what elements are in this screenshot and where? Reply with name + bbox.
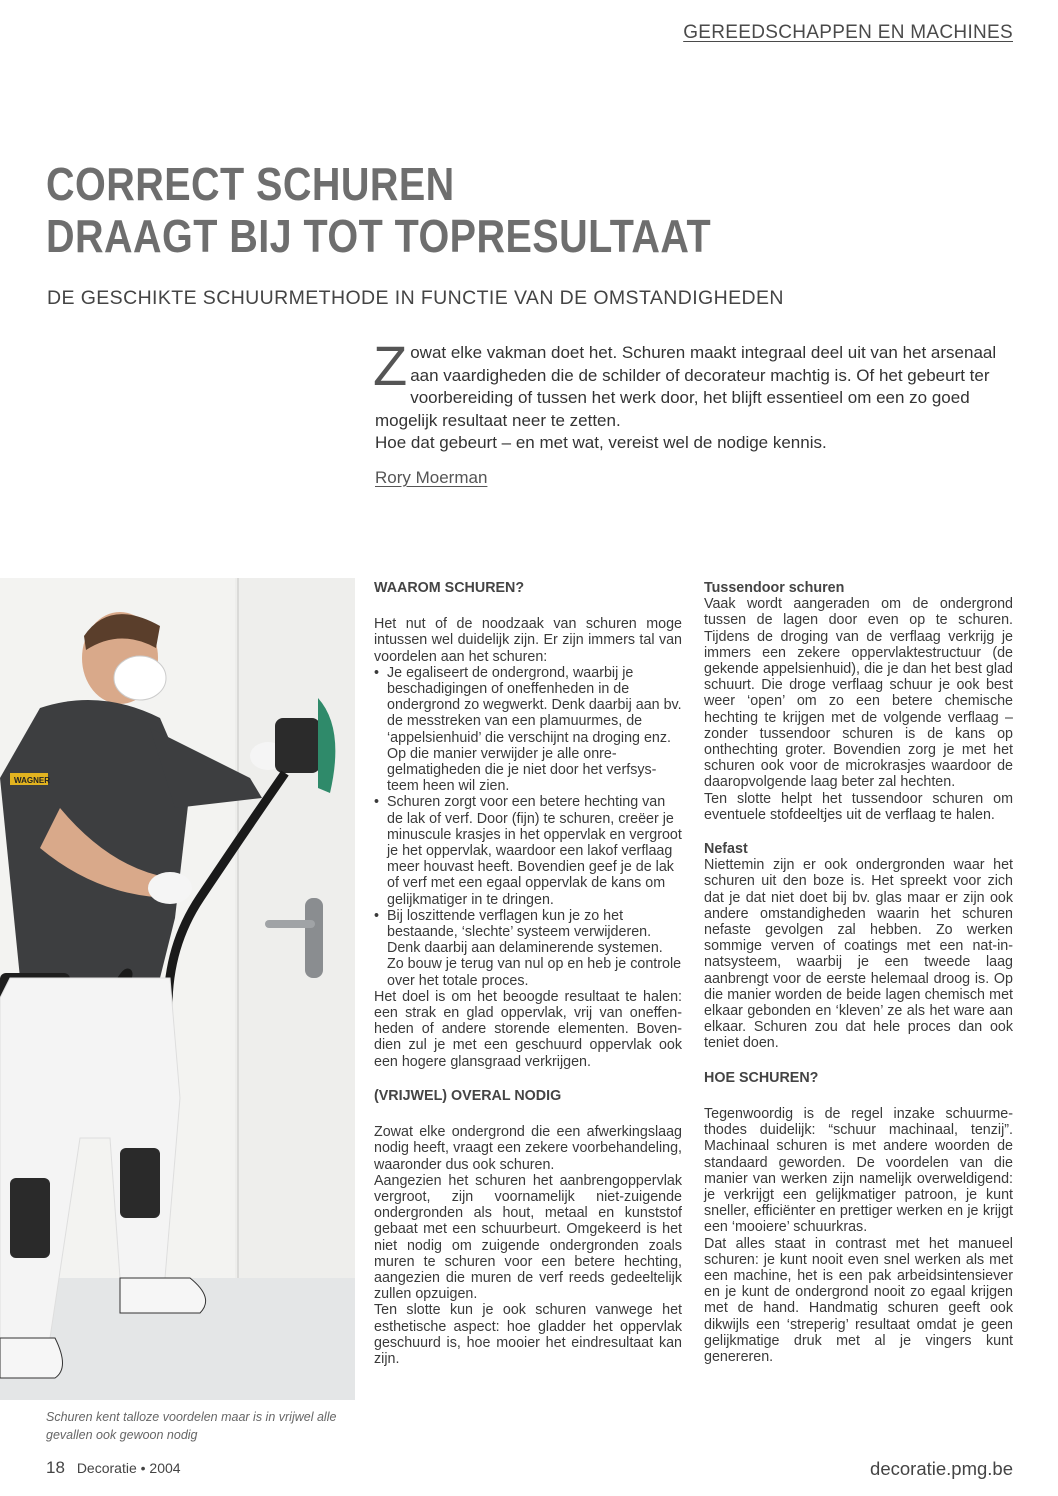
- list-item: • Je egaliseert de ondergrond, waarbij je beschadigingen of oneffenheden in de ondergrond zo wegwerkt. Denk daarbij aan bv. de messtreken van een plamuurmes, de ‘appelsienhuid’ die verschijnt na droging enz. Op die manier verwijder je alle onregelmatigheden die je niet door het verfsysteem heen wil zien.: [374, 665, 682, 795]
- publication-name: Decoratie • 2004: [76, 1460, 181, 1476]
- paragraph-doel: Het doel is om het beoogde resultaat te halen: een strak en glad oppervlak, vrij van oneffenheden of andere storende elementen. Bovendien zul je met een geschuurd oppervlak ook een hogere glansgraad verkrijgen.: [374, 988, 682, 1070]
- paragraph-hoe-2: Dat alles staat in contrast met het manueel schuren: je kunt nooit even snel werken als met een machine, het is een pak arbeidsintensiever en je kunt de ondergrond nooit zo egaal krijgen met de hand. Handmatig schuren geeft ook dikwijls een ‘streperig’ resultaat omdat je geen gelijkmatige druk met al je vingers kunt genereren.: [704, 1235, 1013, 1365]
- intro-text: owat elke vakman doet het. Schuren maakt integraal deel uit van het arsenaal aan vaardigheden die de schilder of decorateur machtig is. Of het gebeurt ter voorbereiding of tussen het werk door, het blijft essentieel om een zo goed mogelijk resultaat neer te zetten.: [375, 343, 997, 430]
- website-link[interactable]: decoratie.pmg.be: [870, 1458, 1013, 1479]
- advantages-list: [374, 665, 682, 989]
- article-column-2: [704, 580, 1013, 1365]
- intro-text-2: Hoe dat gebeurt – en met wat, vereist wel de nodige kennis.: [375, 433, 827, 452]
- paragraph-overal-1: Zowat elke ondergrond die een afwerkingslaag nodig heeft, vraagt een zekere voorbehandeling, waaronder dus ook schuren.: [374, 1124, 682, 1173]
- photo-caption: Schuren kent talloze voordelen maar is in vrijwel alle gevallen ook gewoon nodig: [46, 1410, 337, 1442]
- page-footer-left: [46, 1458, 181, 1478]
- article-photo: [0, 578, 355, 1400]
- intro-paragraph: [373, 334, 1015, 455]
- paragraph-tussendoor-2: Ten slotte helpt het tussendoor schuren om eventuele stofdeeltjes uit de verflaag te halen.: [704, 790, 1013, 823]
- paragraph-overal-3: Ten slotte kun je ook schuren vanwege het esthetische aspect: hoe gladder het oppervlak geschuurd is, hoe mooier het eindresultaat kan zijn.: [374, 1302, 682, 1367]
- article-column-1: [374, 580, 682, 1367]
- article-title: [46, 158, 711, 262]
- section-tag: GEREEDSCHAPPEN EN MACHINES: [683, 22, 1013, 43]
- heading-waarom-schuren: WAAROM SCHUREN?: [374, 580, 525, 596]
- heading-nefast: Nefast: [704, 841, 748, 858]
- heading-hoe-schuren: HOE SCHUREN?: [704, 1069, 819, 1086]
- intro-dropcap: Z: [373, 334, 408, 397]
- article-subtitle: DE GESCHIKTE SCHUURMETHODE IN FUNCTIE VAN DE OMSTANDIGHEDEN: [47, 287, 784, 309]
- paragraph-waarom: Het nut of de noodzaak van schuren moge intussen wel duidelijk zijn. Er zijn immers tal van voordelen aan het schuren:: [374, 616, 682, 665]
- heading-overal-nodig: (VRIJWEL) OVERAL NODIG: [374, 1087, 562, 1104]
- paragraph-overal-2: Aangezien het schuren het aanbrengoppervlak vergroot, zijn voornamelijk niet-zuigende ondergronden als hout, metaal en kunststof gebaat met een schuurbeurt. Omgekeerd is het niet nodig om zuigende ondergronden zoals muren te schuren voor een betere hechting, aangezien die muren de verf reeds gedeeltelijk zullen opzuigen.: [374, 1172, 682, 1303]
- shirt-logo: WAGNER: [14, 776, 50, 785]
- article-title-line1: CORRECT SCHUREN: [46, 158, 455, 210]
- paragraph-hoe-1: Tegenwoordig is de regel inzake schuurmethodes duidelijk: “schuur machinaal, tenzij”. Machinaal schuren is met andere woorden de standaard geworden. De voordelen van die manier van werken zijn namelijk overweldigend: je verkrijgt een gelijkmatiger patroon, je kunt sneller, efficiënter en prettiger werken en je krijgt een ‘mooiere’ schuurkras.: [704, 1105, 1013, 1236]
- worker-sanding-illustration: [0, 578, 355, 1400]
- list-item: • Bij loszittende verflagen kun je zo het bestaande, ‘slechte’ systeem verwijderen. Denk daarbij aan delaminerende systemen. Zo bouw je terug van nul op en heb je controle over het totale proces.: [374, 908, 682, 989]
- list-item: • Schuren zorgt voor een betere hechting van de lak of verf. Door (fijn) te schuren, creëer je minuscule krasjes in het oppervlak en vergroot je het oppervlak, waardoor een lakof verflaag meer houvast heeft. Bovendien geef je de lak of verf met een egaal oppervlak de kans om gelijkmatiger in te dringen.: [374, 794, 682, 907]
- author-byline: Rory Moerman: [375, 468, 488, 487]
- paragraph-nefast: Niettemin zijn er ook ondergronden waar het schuren uit den boze is. Het spreekt voor zich dat je dat niet doet bij bv. glas maar er zijn ook andere omstandigheden waarin het schuren nefaste gevolgen zal hebben. Zo werken sommige verven of coatings met een nat-in-natsysteem, waarbij je een tweede laag aanbrengt voor de eerste helemaal droog is. Op die manier worden de beide lagen chemisch met elkaar gebonden en ‘kleven’ ze als het ware aan elkaar. Schuren zou dat hele proces dan ook teniet doen.: [704, 857, 1013, 1052]
- page-number: 18: [46, 1458, 65, 1477]
- article-title-line2: DRAAGT BIJ TOT TOPRESULTAAT: [46, 210, 712, 262]
- paragraph-tussendoor-1: Vaak wordt aangeraden om de ondergrond tussen de lagen door even op te schuren. Tijdens de droging van de verflaag verkrijg je immers een zekere oppervlaktestructuur (de gekende appelsienhuid), die je dan het best glad schuurt. Die droge verflaag schuur je ook best weer ‘open’ om zo een betere chemische hechting te krijgen met de volgende verflaag – zonder tussendoor schuren is de kans op onthechting groter. Bovendien zorg je met het schuren ook voor de microkrasjes waardoor de daaropvolgende laag beter zal hechten.: [704, 596, 1013, 791]
- heading-tussendoor: Tussendoor schuren: [704, 580, 845, 596]
